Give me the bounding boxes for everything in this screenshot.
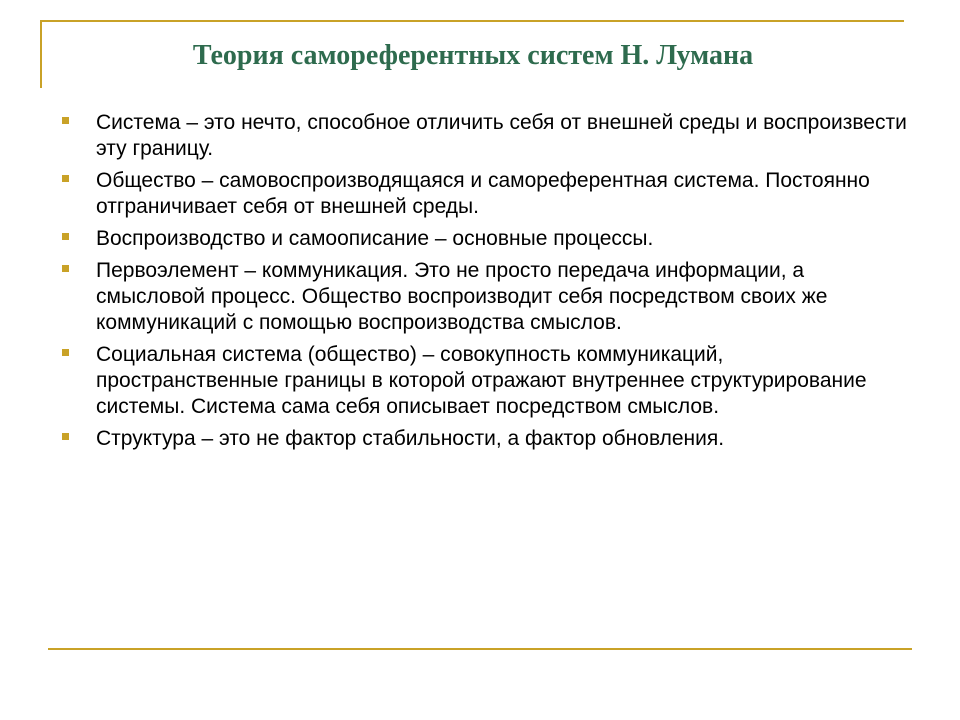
- bullet-text: Система – это нечто, способное отличить себя от внешней среды и воспроизвести эту границу.: [96, 111, 907, 160]
- square-bullet-icon: [62, 265, 69, 272]
- bullet-text: Воспроизводство и самоописание – основные процессы.: [96, 227, 654, 250]
- bullet-item: [58, 226, 908, 252]
- square-bullet-icon: [62, 233, 69, 240]
- bullet-text: Структура – это не фактор стабильности, а фактор обновления.: [96, 427, 725, 450]
- top-divider: [40, 20, 904, 22]
- bullet-item: [58, 426, 908, 452]
- bullet-text: Социальная система (общество) – совокупность коммуникаций, пространственные границы в которой отражают внутреннее структурирование системы. Система сама себя описывает посредством смыслов.: [96, 343, 867, 418]
- square-bullet-icon: [62, 117, 69, 124]
- bullet-list: [58, 110, 908, 458]
- bullet-text: Первоэлемент – коммуникация. Это не просто передача информации, а смысловой процесс. Общество воспроизводит себя посредством своих же коммуникаций с помощью воспроизводства смыслов.: [96, 259, 828, 334]
- bullet-item: [58, 342, 908, 420]
- bullet-item: [58, 168, 908, 220]
- bullet-item: [58, 110, 908, 162]
- bullet-text: Общество – самовоспроизводящаяся и самореферентная система. Постоянно отграничивает себя от внешней среды.: [96, 169, 870, 218]
- slide-title: Теория самореферентных систем Н. Лумана: [192, 40, 754, 71]
- bullet-item: [58, 258, 908, 336]
- bottom-divider: [48, 648, 912, 650]
- square-bullet-icon: [62, 175, 69, 182]
- square-bullet-icon: [62, 433, 69, 440]
- square-bullet-icon: [62, 349, 69, 356]
